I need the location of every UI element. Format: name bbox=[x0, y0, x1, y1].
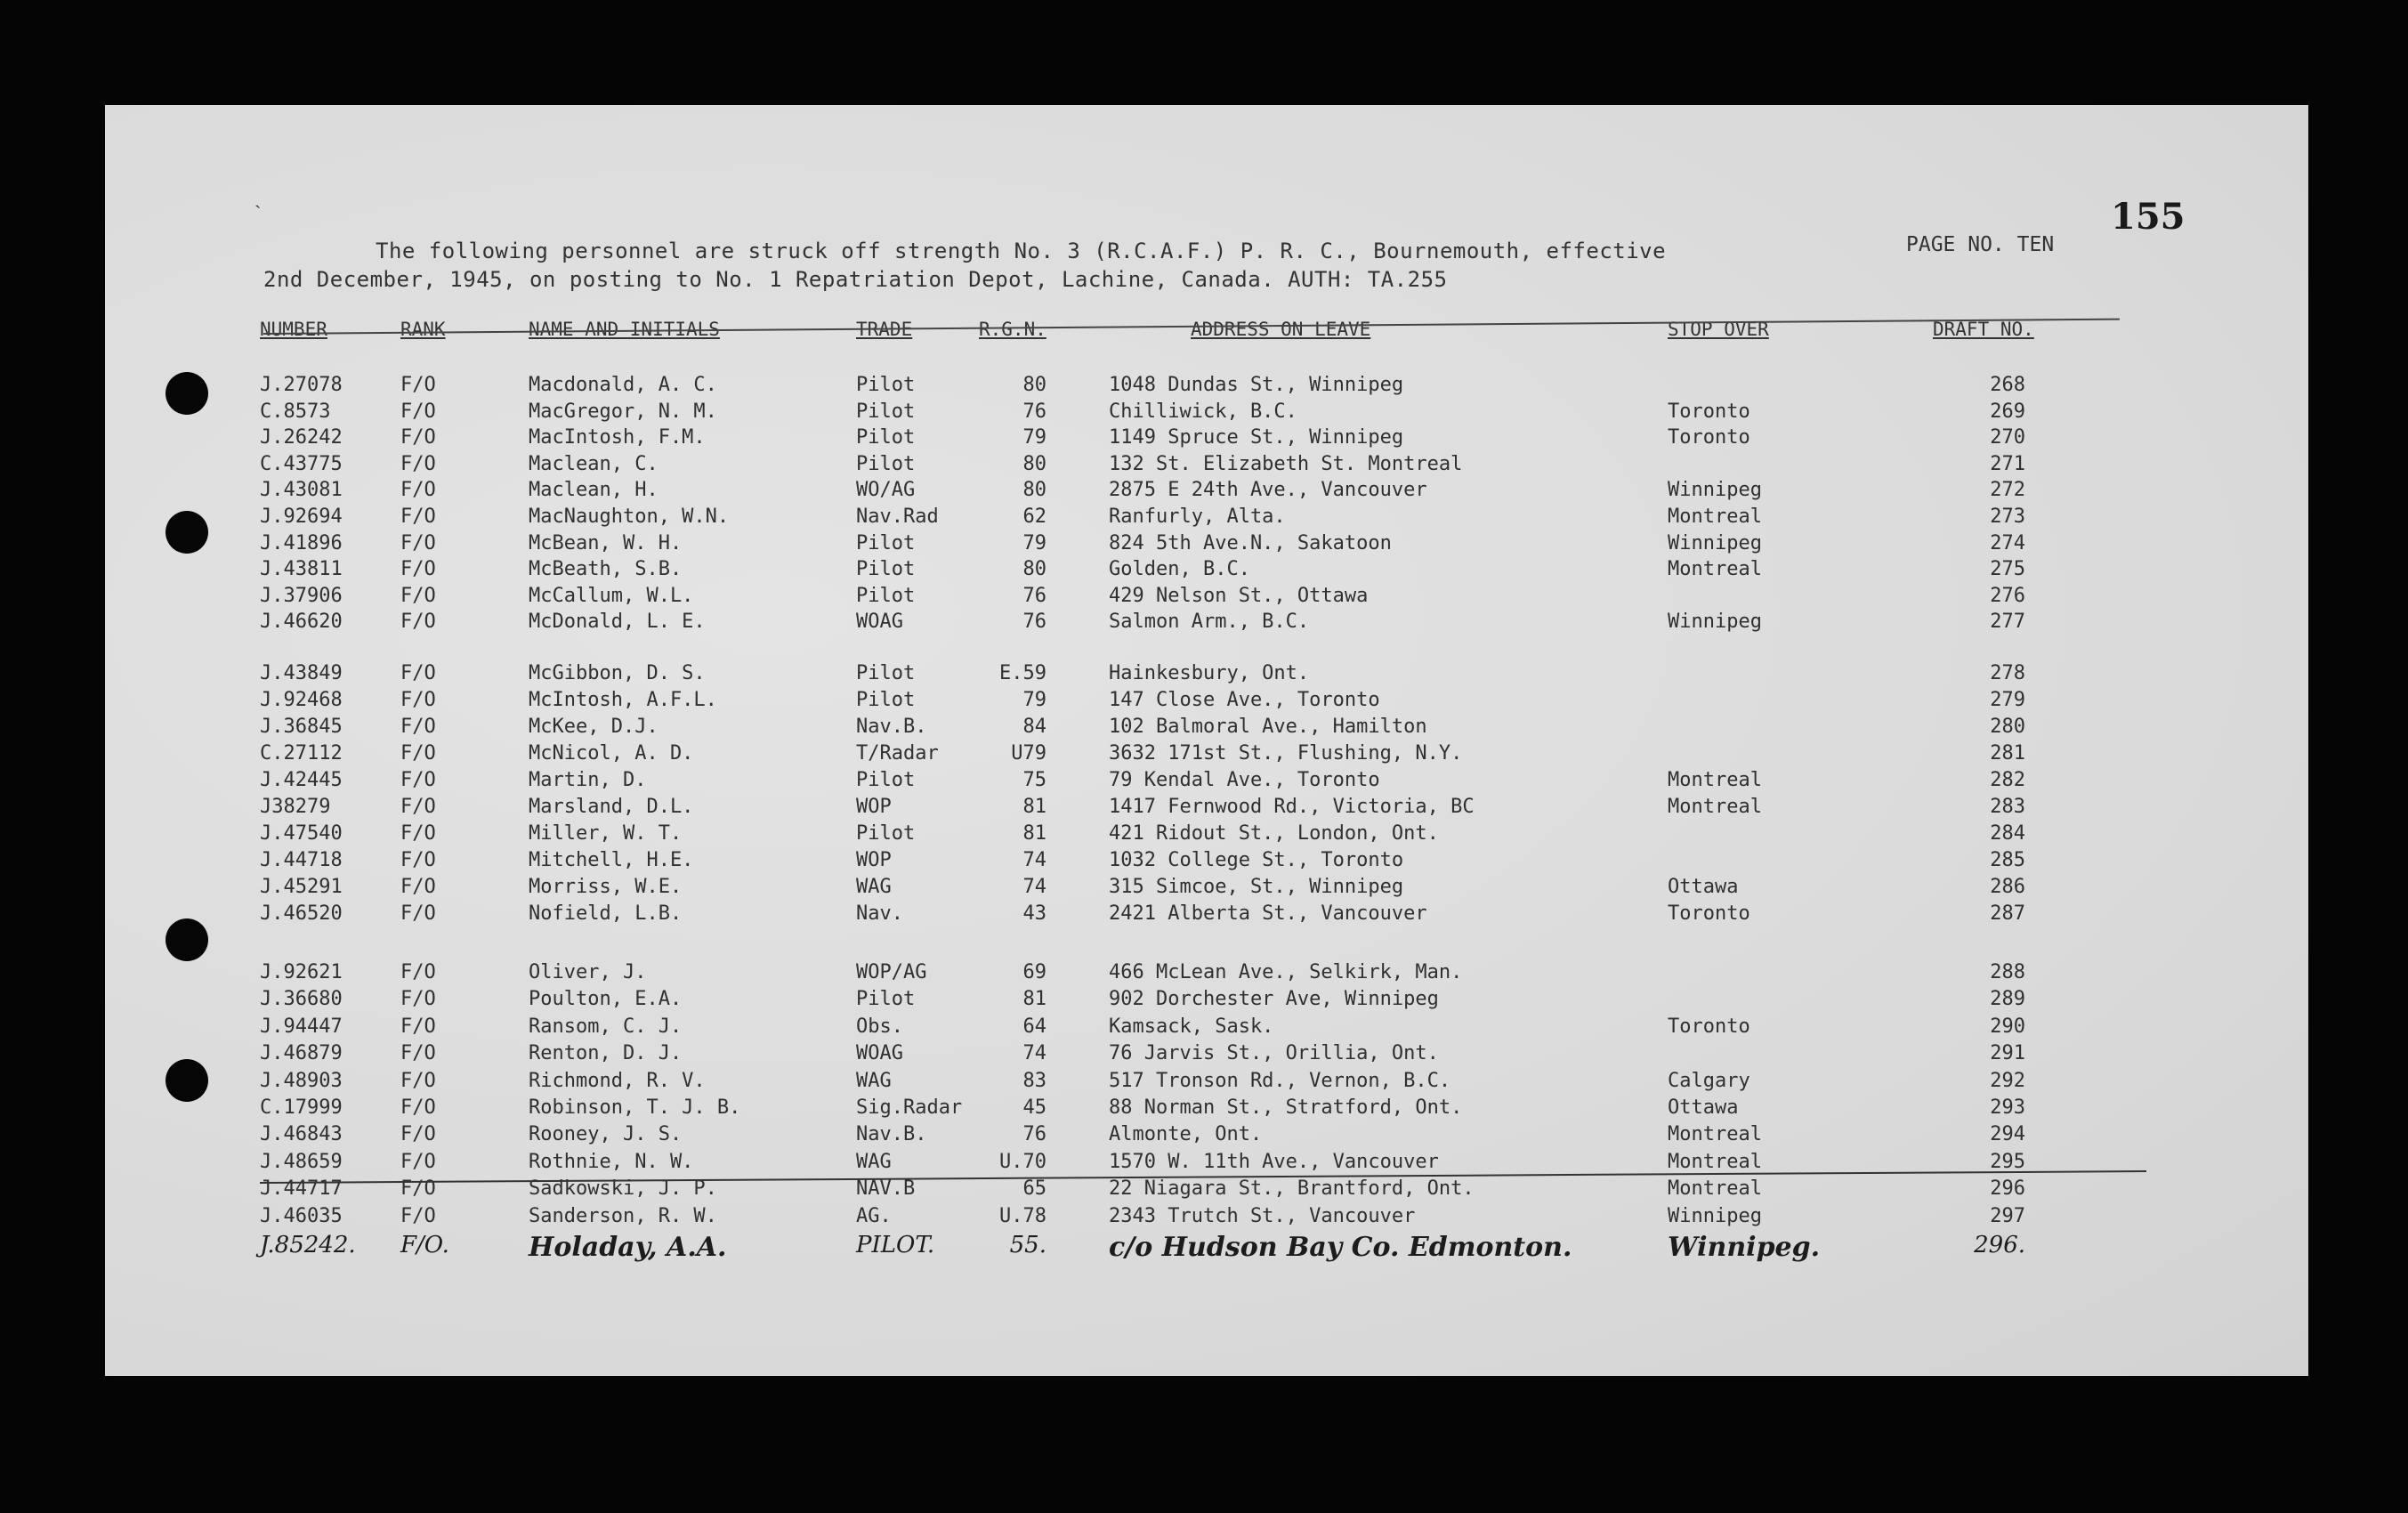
table-row bbox=[0, 400, 2408, 427]
cell-rank: F/O bbox=[400, 961, 436, 983]
cell-trade: Nav.B. bbox=[856, 716, 927, 738]
cell-rgn: 74 bbox=[1022, 849, 1046, 871]
table-row bbox=[0, 611, 2408, 637]
cell-name: Sadkowski, J. P. bbox=[529, 1177, 717, 1201]
cell-rank: F/O bbox=[400, 988, 436, 1011]
cell-name: Morriss, W.E. bbox=[529, 876, 683, 898]
cell-rgn: 62 bbox=[1022, 506, 1046, 528]
cell-address: 3632 171st St., Flushing, N.Y. bbox=[1109, 742, 1463, 765]
cell-number: J.47540 bbox=[260, 822, 343, 845]
cell-draft: 297 bbox=[1990, 1204, 2025, 1227]
cell-rank: F/O bbox=[400, 876, 436, 898]
cell-stopover: Toronto bbox=[1668, 400, 1750, 423]
cell-name: Holaday, A.A. bbox=[529, 1232, 727, 1263]
cell-trade: Pilot bbox=[856, 769, 916, 791]
cell-address: 1149 Spruce St., Winnipeg bbox=[1109, 426, 1404, 449]
column-header-trade: TRADE bbox=[856, 319, 913, 340]
table-row bbox=[0, 662, 2408, 689]
cell-name: Renton, D. J. bbox=[529, 1042, 683, 1065]
cell-trade: WOP bbox=[856, 796, 892, 818]
table-row bbox=[0, 558, 2408, 585]
cell-trade: Nav.Rad bbox=[856, 506, 939, 528]
cell-rank: F/O bbox=[400, 716, 436, 738]
cell-stopover: Winnipeg bbox=[1668, 1204, 1762, 1227]
cell-draft: 269 bbox=[1990, 400, 2025, 423]
cell-name: Poulton, E.A. bbox=[529, 988, 683, 1011]
cell-address: 88 Norman St., Stratford, Ont. bbox=[1109, 1096, 1463, 1119]
margin-tick-mark: ˋ bbox=[255, 202, 262, 224]
cell-address: 2421 Alberta St., Vancouver bbox=[1109, 902, 1427, 925]
cell-address: 429 Nelson St., Ottawa bbox=[1109, 584, 1369, 607]
cell-rgn: 83 bbox=[1022, 1069, 1046, 1092]
cell-name: Miller, W. T. bbox=[529, 822, 683, 845]
cell-trade: T/Radar bbox=[856, 742, 939, 765]
cell-address: 421 Ridout St., London, Ont. bbox=[1109, 822, 1439, 845]
cell-rgn: 43 bbox=[1022, 902, 1046, 925]
cell-number: C.8573 bbox=[260, 400, 331, 423]
cell-name: Maclean, C. bbox=[529, 452, 659, 475]
cell-rank: F/O bbox=[400, 611, 436, 634]
table-row bbox=[0, 742, 2408, 769]
cell-draft: 268 bbox=[1990, 374, 2025, 396]
cell-draft: 280 bbox=[1990, 716, 2025, 738]
cell-rgn: U.78 bbox=[999, 1204, 1046, 1227]
cell-trade: Pilot bbox=[856, 374, 916, 396]
table-row bbox=[0, 822, 2408, 849]
cell-name: McBean, W. H. bbox=[529, 531, 683, 554]
cell-trade: Pilot bbox=[856, 662, 916, 684]
table-row bbox=[0, 479, 2408, 506]
cell-number: J.26242 bbox=[260, 426, 343, 449]
cell-draft: 293 bbox=[1990, 1096, 2025, 1119]
cell-stopover: Winnipeg bbox=[1668, 531, 1762, 554]
column-header-draft: DRAFT NO. bbox=[1933, 319, 2034, 340]
cell-number: J.43811 bbox=[260, 558, 343, 581]
cell-name: McCallum, W.L. bbox=[529, 584, 694, 607]
cell-name: Maclean, H. bbox=[529, 479, 659, 502]
cell-rank: F/O bbox=[400, 584, 436, 607]
cell-draft: 271 bbox=[1990, 452, 2025, 475]
table-row bbox=[0, 988, 2408, 1015]
cell-address: 76 Jarvis St., Orillia, Ont. bbox=[1109, 1042, 1439, 1065]
cell-stopover: Montreal bbox=[1668, 1150, 1762, 1173]
cell-trade: Pilot bbox=[856, 584, 916, 607]
column-header-rgn: R.G.N. bbox=[979, 319, 1046, 340]
cell-trade: WAG bbox=[856, 1150, 892, 1173]
table-row bbox=[0, 689, 2408, 716]
cell-draft: 274 bbox=[1990, 531, 2025, 554]
cell-number: J.48903 bbox=[260, 1069, 343, 1092]
cell-address: 315 Simcoe, St., Winnipeg bbox=[1109, 876, 1404, 898]
cell-draft: 276 bbox=[1990, 584, 2025, 607]
cell-draft: 292 bbox=[1990, 1069, 2025, 1092]
document-heading-line-2: 2nd December, 1945, on posting to No. 1 Repatriation Depot, Lachine, Canada. AUTH: TA.255 bbox=[263, 267, 1448, 292]
cell-draft: 295 bbox=[1990, 1150, 2025, 1173]
table-row bbox=[0, 585, 2408, 611]
cell-name: Ransom, C. J. bbox=[529, 1015, 683, 1038]
cell-rank: F/O bbox=[400, 506, 436, 528]
cell-trade: WOP bbox=[856, 849, 892, 871]
table-row bbox=[0, 1096, 2408, 1123]
cell-rank: F/O bbox=[400, 742, 436, 765]
cell-trade: Sig.Radar bbox=[856, 1096, 963, 1119]
cell-rank: F/O bbox=[400, 1069, 436, 1092]
cell-rank: F/O. bbox=[400, 1232, 449, 1258]
cell-rgn: 76 bbox=[1022, 584, 1046, 607]
document-heading-line-1: The following personnel are struck off strength No. 3 (R.C.A.F.) P. R. C., Bournemouth, effective bbox=[376, 239, 1667, 263]
table-row bbox=[0, 532, 2408, 559]
cell-stopover: Toronto bbox=[1668, 426, 1750, 449]
cell-rgn: 79 bbox=[1022, 689, 1046, 711]
cell-address: 1417 Fernwood Rd., Victoria, BC bbox=[1109, 796, 1475, 818]
cell-name: McKee, D.J. bbox=[529, 716, 659, 738]
column-header-number: NUMBER bbox=[260, 319, 327, 340]
cell-draft: 277 bbox=[1990, 611, 2025, 634]
cell-rank: F/O bbox=[400, 452, 436, 475]
cell-stopover: Calgary bbox=[1668, 1069, 1750, 1092]
cell-number: J.44717 bbox=[260, 1177, 343, 1201]
table-row bbox=[0, 1151, 2408, 1177]
table-row bbox=[0, 1123, 2408, 1150]
cell-name: McDonald, L. E. bbox=[529, 611, 706, 634]
cell-stopover: Ottawa bbox=[1668, 876, 1739, 898]
cell-trade: Pilot bbox=[856, 558, 916, 581]
cell-rank: F/O bbox=[400, 1096, 436, 1119]
cell-stopover: Winnipeg. bbox=[1668, 1232, 1821, 1263]
cell-rank: F/O bbox=[400, 479, 436, 502]
cell-rgn: 69 bbox=[1022, 961, 1046, 983]
cell-rgn: 80 bbox=[1022, 479, 1046, 502]
cell-rank: F/O bbox=[400, 1204, 436, 1227]
cell-address: 22 Niagara St., Brantford, Ont. bbox=[1109, 1177, 1475, 1201]
table-row bbox=[0, 1070, 2408, 1096]
table-row bbox=[0, 716, 2408, 742]
cell-draft: 288 bbox=[1990, 961, 2025, 983]
cell-trade: NAV.B bbox=[856, 1177, 916, 1201]
cell-trade: WOAG bbox=[856, 611, 903, 634]
cell-name: MacNaughton, W.N. bbox=[529, 506, 730, 528]
cell-trade: PILOT. bbox=[856, 1232, 935, 1258]
table-row bbox=[0, 769, 2408, 796]
cell-rgn: 76 bbox=[1022, 611, 1046, 634]
cell-rgn: 81 bbox=[1022, 822, 1046, 845]
cell-draft: 291 bbox=[1990, 1042, 2025, 1065]
cell-rank: F/O bbox=[400, 662, 436, 684]
cell-draft: 273 bbox=[1990, 506, 2025, 528]
cell-stopover: Toronto bbox=[1668, 1015, 1750, 1038]
cell-address: Golden, B.C. bbox=[1109, 558, 1250, 581]
cell-draft: 286 bbox=[1990, 876, 2025, 898]
cell-name: Rothnie, N. W. bbox=[529, 1150, 694, 1173]
cell-name: McNicol, A. D. bbox=[529, 742, 694, 765]
table-row bbox=[0, 506, 2408, 532]
cell-name: McGibbon, D. S. bbox=[529, 662, 706, 684]
cell-rgn: 75 bbox=[1022, 769, 1046, 791]
cell-address: 1048 Dundas St., Winnipeg bbox=[1109, 374, 1404, 396]
cell-draft: 285 bbox=[1990, 849, 2025, 871]
cell-name: Mitchell, H.E. bbox=[529, 849, 694, 871]
cell-draft: 290 bbox=[1990, 1015, 2025, 1038]
table-row bbox=[0, 426, 2408, 453]
cell-trade: Pilot bbox=[856, 988, 916, 1011]
table-row bbox=[0, 453, 2408, 480]
cell-trade: Nav.B. bbox=[856, 1123, 927, 1146]
cell-address: 902 Dorchester Ave, Winnipeg bbox=[1109, 988, 1439, 1011]
cell-trade: Nav. bbox=[856, 902, 903, 925]
cell-address: 824 5th Ave.N., Sakatoon bbox=[1109, 531, 1392, 554]
cell-number: C.17999 bbox=[260, 1096, 343, 1119]
cell-number: J.46520 bbox=[260, 902, 343, 925]
column-header-name: NAME AND INITIALS bbox=[529, 319, 720, 340]
cell-draft: 282 bbox=[1990, 769, 2025, 791]
cell-rgn: 79 bbox=[1022, 426, 1046, 449]
cell-number: J.43849 bbox=[260, 662, 343, 684]
cell-trade: WOP/AG bbox=[856, 961, 927, 983]
cell-rank: F/O bbox=[400, 1015, 436, 1038]
cell-address: c/o Hudson Bay Co. Edmonton. bbox=[1109, 1232, 1572, 1263]
cell-trade: Pilot bbox=[856, 426, 916, 449]
cell-draft: 289 bbox=[1990, 988, 2025, 1011]
cell-rgn: 76 bbox=[1022, 400, 1046, 423]
cell-stopover: Montreal bbox=[1668, 769, 1762, 791]
cell-name: Nofield, L.B. bbox=[529, 902, 683, 925]
cell-address: 1570 W. 11th Ave., Vancouver bbox=[1109, 1150, 1439, 1173]
cell-name: McIntosh, A.F.L. bbox=[529, 689, 717, 711]
cell-rgn: 81 bbox=[1022, 988, 1046, 1011]
cell-rank: F/O bbox=[400, 558, 436, 581]
cell-address: 79 Kendal Ave., Toronto bbox=[1109, 769, 1380, 791]
cell-number: C.27112 bbox=[260, 742, 343, 765]
cell-address: Salmon Arm., B.C. bbox=[1109, 611, 1310, 634]
cell-draft: 283 bbox=[1990, 796, 2025, 818]
cell-address: 517 Tronson Rd., Vernon, B.C. bbox=[1109, 1069, 1451, 1092]
cell-name: Oliver, J. bbox=[529, 961, 647, 983]
cell-trade: WAG bbox=[856, 1069, 892, 1092]
cell-name: MacGregor, N. M. bbox=[529, 400, 717, 423]
cell-number: J.48659 bbox=[260, 1150, 343, 1173]
cell-trade: WAG bbox=[856, 876, 892, 898]
cell-name: Robinson, T. J. B. bbox=[529, 1096, 741, 1119]
cell-number: J.85242. bbox=[260, 1232, 356, 1258]
cell-name: Martin, D. bbox=[529, 769, 647, 791]
cell-rgn: 79 bbox=[1022, 531, 1046, 554]
table-row bbox=[0, 1042, 2408, 1069]
cell-address: 102 Balmoral Ave., Hamilton bbox=[1109, 716, 1427, 738]
table-row bbox=[0, 374, 2408, 400]
cell-address: 132 St. Elizabeth St. Montreal bbox=[1109, 452, 1463, 475]
cell-name: Rooney, J. S. bbox=[529, 1123, 683, 1146]
cell-trade: Pilot bbox=[856, 400, 916, 423]
cell-rgn: 74 bbox=[1022, 1042, 1046, 1065]
cell-rgn: 76 bbox=[1022, 1123, 1046, 1146]
cell-rgn: U79 bbox=[1011, 742, 1046, 765]
cell-rank: F/O bbox=[400, 822, 436, 845]
cell-stopover: Montreal bbox=[1668, 796, 1762, 818]
cell-number: J.36680 bbox=[260, 988, 343, 1011]
table-row bbox=[0, 796, 2408, 822]
cell-number: C.43775 bbox=[260, 452, 343, 475]
cell-number: J.46843 bbox=[260, 1123, 343, 1146]
cell-rank: F/O bbox=[400, 400, 436, 423]
cell-address: Almonte, Ont. bbox=[1109, 1123, 1263, 1146]
cell-number: J.42445 bbox=[260, 769, 343, 791]
cell-rank: F/O bbox=[400, 1177, 436, 1201]
cell-number: J.44718 bbox=[260, 849, 343, 871]
cell-address: Ranfurly, Alta. bbox=[1109, 506, 1286, 528]
cell-number: J.36845 bbox=[260, 716, 343, 738]
column-header-stopover: STOP OVER bbox=[1668, 319, 1769, 340]
cell-trade: Pilot bbox=[856, 531, 916, 554]
cell-name: Marsland, D.L. bbox=[529, 796, 694, 818]
cell-rgn: 65 bbox=[1022, 1177, 1046, 1201]
cell-draft: 281 bbox=[1990, 742, 2025, 765]
cell-draft: 294 bbox=[1990, 1123, 2025, 1146]
cell-rank: F/O bbox=[400, 1123, 436, 1146]
cell-number: J.45291 bbox=[260, 876, 343, 898]
cell-address: Kamsack, Sask. bbox=[1109, 1015, 1274, 1038]
cell-rgn: 45 bbox=[1022, 1096, 1046, 1119]
table-row bbox=[0, 1232, 2408, 1263]
cell-trade: Pilot bbox=[856, 689, 916, 711]
page-number: 155 bbox=[2111, 196, 2186, 238]
cell-stopover: Montreal bbox=[1668, 558, 1762, 581]
cell-trade: Pilot bbox=[856, 452, 916, 475]
cell-number: J.46620 bbox=[260, 611, 343, 634]
cell-rank: F/O bbox=[400, 689, 436, 711]
cell-stopover: Montreal bbox=[1668, 1177, 1762, 1201]
cell-name: MacIntosh, F.M. bbox=[529, 426, 706, 449]
cell-rgn: 81 bbox=[1022, 796, 1046, 818]
table-row bbox=[0, 1015, 2408, 1042]
cell-draft: 278 bbox=[1990, 662, 2025, 684]
cell-rgn: 80 bbox=[1022, 374, 1046, 396]
cell-stopover: Montreal bbox=[1668, 506, 1762, 528]
cell-number: J.43081 bbox=[260, 479, 343, 502]
cell-address: 466 McLean Ave., Selkirk, Man. bbox=[1109, 961, 1463, 983]
cell-address: 147 Close Ave., Toronto bbox=[1109, 689, 1380, 711]
cell-rgn: U.70 bbox=[999, 1150, 1046, 1173]
column-header-rank: RANK bbox=[400, 319, 446, 340]
cell-number: J.46035 bbox=[260, 1204, 343, 1227]
cell-rank: F/O bbox=[400, 1042, 436, 1065]
table-row bbox=[0, 902, 2408, 929]
cell-address: Hainkesbury, Ont. bbox=[1109, 662, 1310, 684]
page-label: PAGE NO. TEN bbox=[1906, 233, 2055, 256]
cell-name: Macdonald, A. C. bbox=[529, 374, 717, 396]
column-header-address: ADDRESS ON LEAVE bbox=[1191, 319, 1371, 340]
cell-rank: F/O bbox=[400, 849, 436, 871]
cell-rgn: E.59 bbox=[999, 662, 1046, 684]
cell-stopover: Winnipeg bbox=[1668, 479, 1762, 502]
table-row bbox=[0, 961, 2408, 988]
cell-number: J.41896 bbox=[260, 531, 343, 554]
cell-draft: 275 bbox=[1990, 558, 2025, 581]
cell-draft: 296. bbox=[1974, 1232, 2025, 1258]
cell-number: J38279 bbox=[260, 796, 331, 818]
cell-trade: WOAG bbox=[856, 1042, 903, 1065]
cell-stopover: Ottawa bbox=[1668, 1096, 1739, 1119]
cell-rank: F/O bbox=[400, 531, 436, 554]
cell-rank: F/O bbox=[400, 374, 436, 396]
cell-draft: 287 bbox=[1990, 902, 2025, 925]
cell-number: J.92694 bbox=[260, 506, 343, 528]
cell-draft: 296 bbox=[1990, 1177, 2025, 1201]
table-row bbox=[0, 1205, 2408, 1232]
cell-address: Chilliwick, B.C. bbox=[1109, 400, 1297, 423]
cell-number: J.92621 bbox=[260, 961, 343, 983]
cell-rgn: 55. bbox=[1009, 1232, 1046, 1258]
table-row bbox=[0, 849, 2408, 876]
cell-number: J.94447 bbox=[260, 1015, 343, 1038]
cell-rgn: 84 bbox=[1022, 716, 1046, 738]
cell-rgn: 64 bbox=[1022, 1015, 1046, 1038]
cell-trade: Obs. bbox=[856, 1015, 903, 1038]
cell-draft: 270 bbox=[1990, 426, 2025, 449]
cell-rank: F/O bbox=[400, 426, 436, 449]
cell-address: 2343 Trutch St., Vancouver bbox=[1109, 1204, 1416, 1227]
cell-name: McBeath, S.B. bbox=[529, 558, 683, 581]
cell-number: J.27078 bbox=[260, 374, 343, 396]
cell-number: J.46879 bbox=[260, 1042, 343, 1065]
cell-trade: WO/AG bbox=[856, 479, 916, 502]
cell-trade: Pilot bbox=[856, 822, 916, 845]
cell-name: Sanderson, R. W. bbox=[529, 1204, 717, 1227]
cell-stopover: Toronto bbox=[1668, 902, 1750, 925]
cell-draft: 284 bbox=[1990, 822, 2025, 845]
cell-rgn: 80 bbox=[1022, 558, 1046, 581]
cell-trade: AG. bbox=[856, 1204, 892, 1227]
cell-address: 1032 College St., Toronto bbox=[1109, 849, 1404, 871]
cell-draft: 272 bbox=[1990, 479, 2025, 502]
cell-number: J.37906 bbox=[260, 584, 343, 607]
cell-rank: F/O bbox=[400, 769, 436, 791]
cell-rank: F/O bbox=[400, 796, 436, 818]
table-row bbox=[0, 876, 2408, 902]
cell-name: Richmond, R. V. bbox=[529, 1069, 706, 1092]
cell-rank: F/O bbox=[400, 1150, 436, 1173]
cell-number: J.92468 bbox=[260, 689, 343, 711]
cell-address: 2875 E 24th Ave., Vancouver bbox=[1109, 479, 1427, 502]
cell-stopover: Winnipeg bbox=[1668, 611, 1762, 634]
cell-rgn: 74 bbox=[1022, 876, 1046, 898]
cell-rank: F/O bbox=[400, 902, 436, 925]
cell-stopover: Montreal bbox=[1668, 1123, 1762, 1146]
cell-draft: 279 bbox=[1990, 689, 2025, 711]
cell-rgn: 80 bbox=[1022, 452, 1046, 475]
